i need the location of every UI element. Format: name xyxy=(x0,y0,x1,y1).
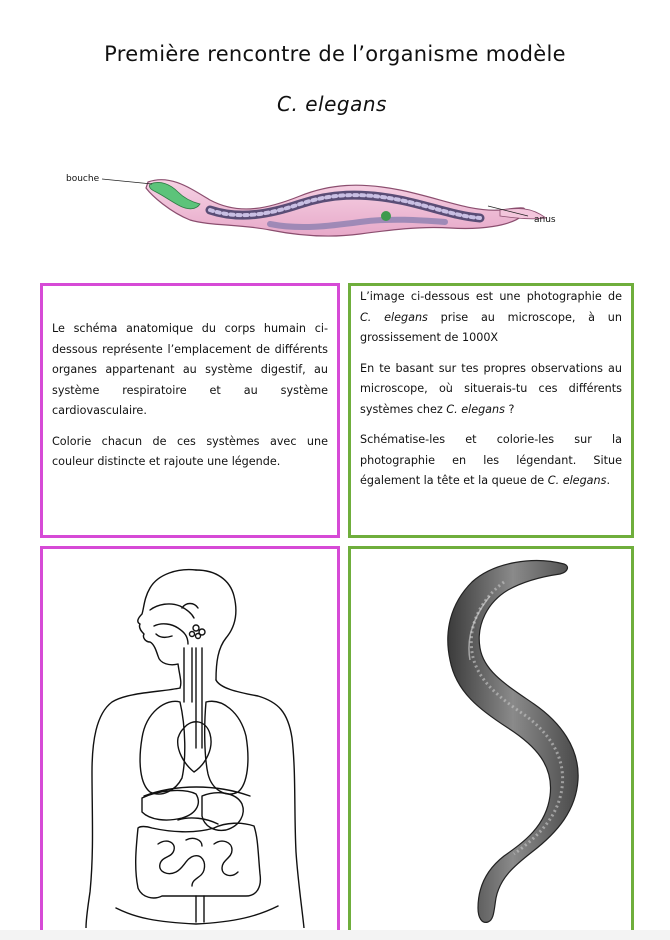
oral-cavity xyxy=(154,624,188,644)
rectum xyxy=(196,896,204,922)
instruction-paragraph-1: Le schéma anatomique du corps humain ci-dessous représente l’emplacement de différents organes appartenant au système digestif, au système respiratoire et au système cardiovasculaire. xyxy=(52,322,328,417)
worm-p1-before: L’image ci-dessous est une photographie de xyxy=(360,290,622,303)
human-anatomy-diagram xyxy=(46,552,334,928)
page-footer-strip xyxy=(0,930,670,940)
worm-microscope-photo xyxy=(354,552,628,928)
worm-p2-after: ? xyxy=(504,402,515,416)
pancreas xyxy=(178,818,218,824)
page-subtitle xyxy=(0,92,664,116)
small-intestine xyxy=(158,838,238,886)
head-outline xyxy=(138,570,196,688)
torso-outline xyxy=(86,688,180,928)
worm-paragraph-3 xyxy=(360,430,622,492)
worm-p1-after: prise au microscope, à un grossissement de 1000X xyxy=(360,310,622,344)
instruction-paragraph-2: Colorie chacun de ces systèmes avec une couleur distincte et rajoute une légende. xyxy=(52,434,328,468)
worm-p1-species: C. elegans xyxy=(360,310,428,324)
instructions-human-text xyxy=(52,319,328,483)
worm-vulva xyxy=(381,211,391,221)
worm-p3-after: . xyxy=(606,474,611,487)
instructions-worm-text xyxy=(360,287,622,502)
worm-silhouette xyxy=(448,561,578,923)
worm-p2-species: C. elegans xyxy=(446,402,505,416)
worm-paragraph-2 xyxy=(360,359,622,421)
label-mouth: bouche xyxy=(66,174,100,184)
nasal-cavity xyxy=(150,604,194,618)
label-anus: anus xyxy=(534,215,556,225)
worm-p2-before: En te basant sur tes propres observations au microscope, où situerais-tu ces différents systèmes chez xyxy=(360,361,622,416)
large-intestine xyxy=(136,823,261,898)
worm-anatomy-diagram xyxy=(60,160,580,250)
species-name: C. elegans xyxy=(277,92,387,116)
worm-p3-before: Schématise-les et colorie-les sur la photographie en les légendant. Situe également la tête et la queue de xyxy=(360,433,622,487)
worm-p3-species: C. elegans xyxy=(547,474,607,487)
liver xyxy=(142,791,198,820)
page-title: Première rencontre de l’organisme modèle xyxy=(104,42,566,66)
worm-paragraph-1 xyxy=(360,287,622,349)
